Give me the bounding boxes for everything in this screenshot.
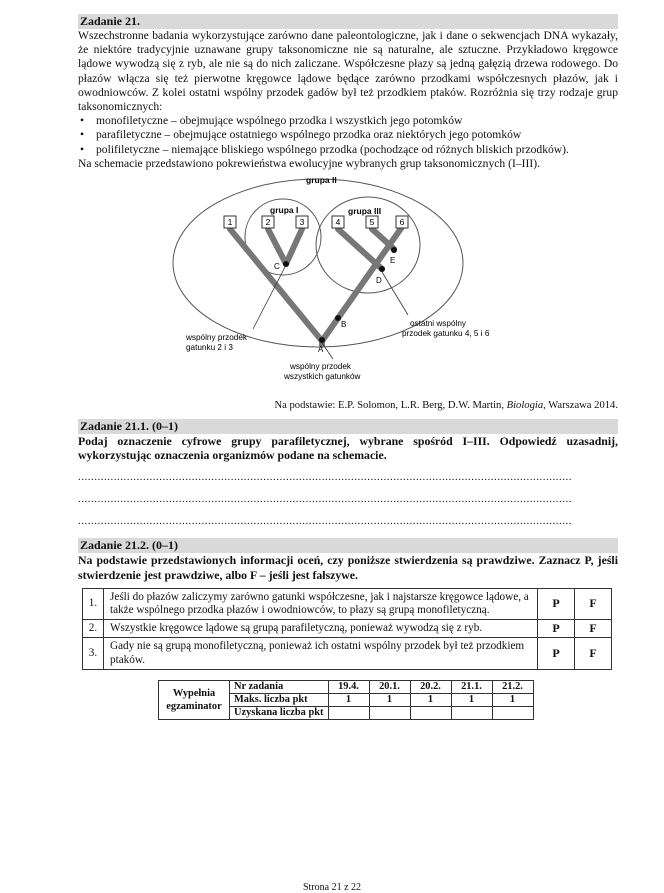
obtained-points-label: Uzyskana liczba pkt [230,706,329,719]
false-option[interactable]: F [575,588,612,619]
species-6: 6 [399,217,405,228]
true-option[interactable]: P [538,588,575,619]
group-types-list [78,114,618,157]
row-number: 3. [83,638,104,669]
species-4: 4 [335,217,341,228]
examiner-score-table [158,680,534,720]
false-option[interactable]: F [575,620,612,638]
node-label-a: A [318,345,324,355]
node-label-b: B [341,320,347,330]
task-number: 20.1. [369,680,410,693]
task-21-2-question: Na podstawie przedstawionych informacji oceń, czy poniższe stwierdzenia są prawdziwe. Zaznacz P, jeśli stwierdzenie jest prawdziwe, albo F – jeśli jest fałszywe. [78,553,618,582]
group-1-label: grupa I [270,205,299,216]
true-option[interactable]: P [538,620,575,638]
phylogenetic-tree-diagram [78,177,618,397]
list-item: • parafiletyczne – obejmujące ostatniego wspólnego przodka oraz niektórych jego potomków [78,128,618,142]
max-points: 1 [328,693,369,706]
task-21-intro: Wszechstronne badania wykorzystujące zarówno dane paleontologiczne, jak i dane o sekwencjach DNA wykazały, że niektóre tradycyjnie uznawane grupy taksonomiczne nie są naturalne, ale sztuczne. Przykładowo kręgowce lądowe wywodzą się z ryb, ale nie są do nich zaliczane. Współczesne płazy są jedną gałęzią drzewa rodowego. Do płazów włącza się też pierwotne kręgowce lądowe będące zarówno przodkami współczesnych płazów, jak i owodniowców. Z kolei ostatni wspólny przodek gadów był też przodkiem ptaków. Rozróżnia się trzy rodzaje grup taksonomicznych: [78,29,618,114]
row-number: 2. [83,620,104,638]
max-points: 1 [369,693,410,706]
source-citation: Na podstawie: E.P. Solomon, L.R. Berg, D.W. Martin, Biologia, Warszawa 2014. [274,400,618,412]
table-row [83,620,612,638]
table-row [83,588,612,619]
species-3: 3 [299,217,305,228]
false-option[interactable]: F [575,638,612,669]
statement: Wszystkie kręgowce lądowe są grupą parafiletyczną, ponieważ wywodzą się z ryb. [104,620,538,638]
max-points-label: Maks. liczba pkt [230,693,329,706]
statement: Gady nie są grupą monofiletyczną, ponieważ ich ostatni wspólny przodek był też przodkiem ptaków. [104,638,538,669]
max-points: 1 [451,693,492,706]
task-number: 21.1. [451,680,492,693]
ancestor-4-5-6-label: ostatni wspólny przodek gatunku 4, 5 i 6 [402,319,490,339]
group-3-label: grupa III [348,206,382,217]
examiner-label: Wypełnia egzaminator [159,680,230,719]
task-21-header: Zadanie 21. [78,14,618,29]
true-false-table [82,588,612,670]
obtained-points-cell[interactable] [369,706,410,719]
answer-line[interactable]: ........................................................................................................................................................ [78,515,572,528]
ancestor-all-label: wspólny przodek wszystkich gatunków [284,362,361,382]
node-label-e: E [390,256,396,266]
max-points: 1 [410,693,451,706]
source-title: Biologia [506,400,544,412]
ancestor-2-3-label: wspólny przodek gatunku 2 i 3 [186,333,247,353]
node-label-c: C [274,262,280,272]
list-item: • polifiletyczne – niemające bliskiego wspólnego przodka (pochodzące od różnych bliskich przodków). [78,143,618,157]
list-item: • monofiletyczne – obejmujące wspólnego przodka i wszystkich jego potomków [78,114,618,128]
group-2-label: grupa II [306,177,337,186]
answer-line[interactable]: ........................................................................................................................................................ [78,471,572,484]
task-21-2-header: Zadanie 21.2. (0–1) [78,538,618,553]
task-number: 20.2. [410,680,451,693]
species-1: 1 [227,217,233,228]
answer-area[interactable] [78,466,618,532]
obtained-points-cell[interactable] [328,706,369,719]
task-21-1-header: Zadanie 21.1. (0–1) [78,419,618,434]
answer-line[interactable]: ........................................................................................................................................................ [78,493,572,506]
obtained-points-cell[interactable] [492,706,533,719]
obtained-points-cell[interactable] [410,706,451,719]
exam-page [78,14,618,720]
diagram-intro: Na schemacie przedstawiono pokrewieństwa ewolucyjne wybranych grup taksonomicznych (I–III). [78,156,540,170]
node-label-d: D [376,276,382,286]
task-number: 21.2. [492,680,533,693]
statement: Jeśli do płazów zaliczymy zarówno gatunki współczesne, jak i najstarsze kręgowce lądowe, a także wspólnego przodka płazów i owodniowców, to płazy są grupą monofiletyczną. [104,588,538,619]
row-number: 1. [83,588,104,619]
task-number-label: Nr zadania [230,680,329,693]
obtained-points-cell[interactable] [451,706,492,719]
table-row [83,638,612,669]
species-5: 5 [369,217,375,228]
page-footer: Strona 21 z 22 [302,882,362,893]
max-points: 1 [492,693,533,706]
task-21-1-question: Podaj oznaczenie cyfrowe grupy parafiletycznej, wybrane spośród I–III. Odpowiedź uzasadnij, wykorzystując oznaczenia organizmów podane na schemacie. [78,434,618,463]
task-number: 19.4. [328,680,369,693]
true-option[interactable]: P [538,638,575,669]
species-2: 2 [265,217,271,228]
